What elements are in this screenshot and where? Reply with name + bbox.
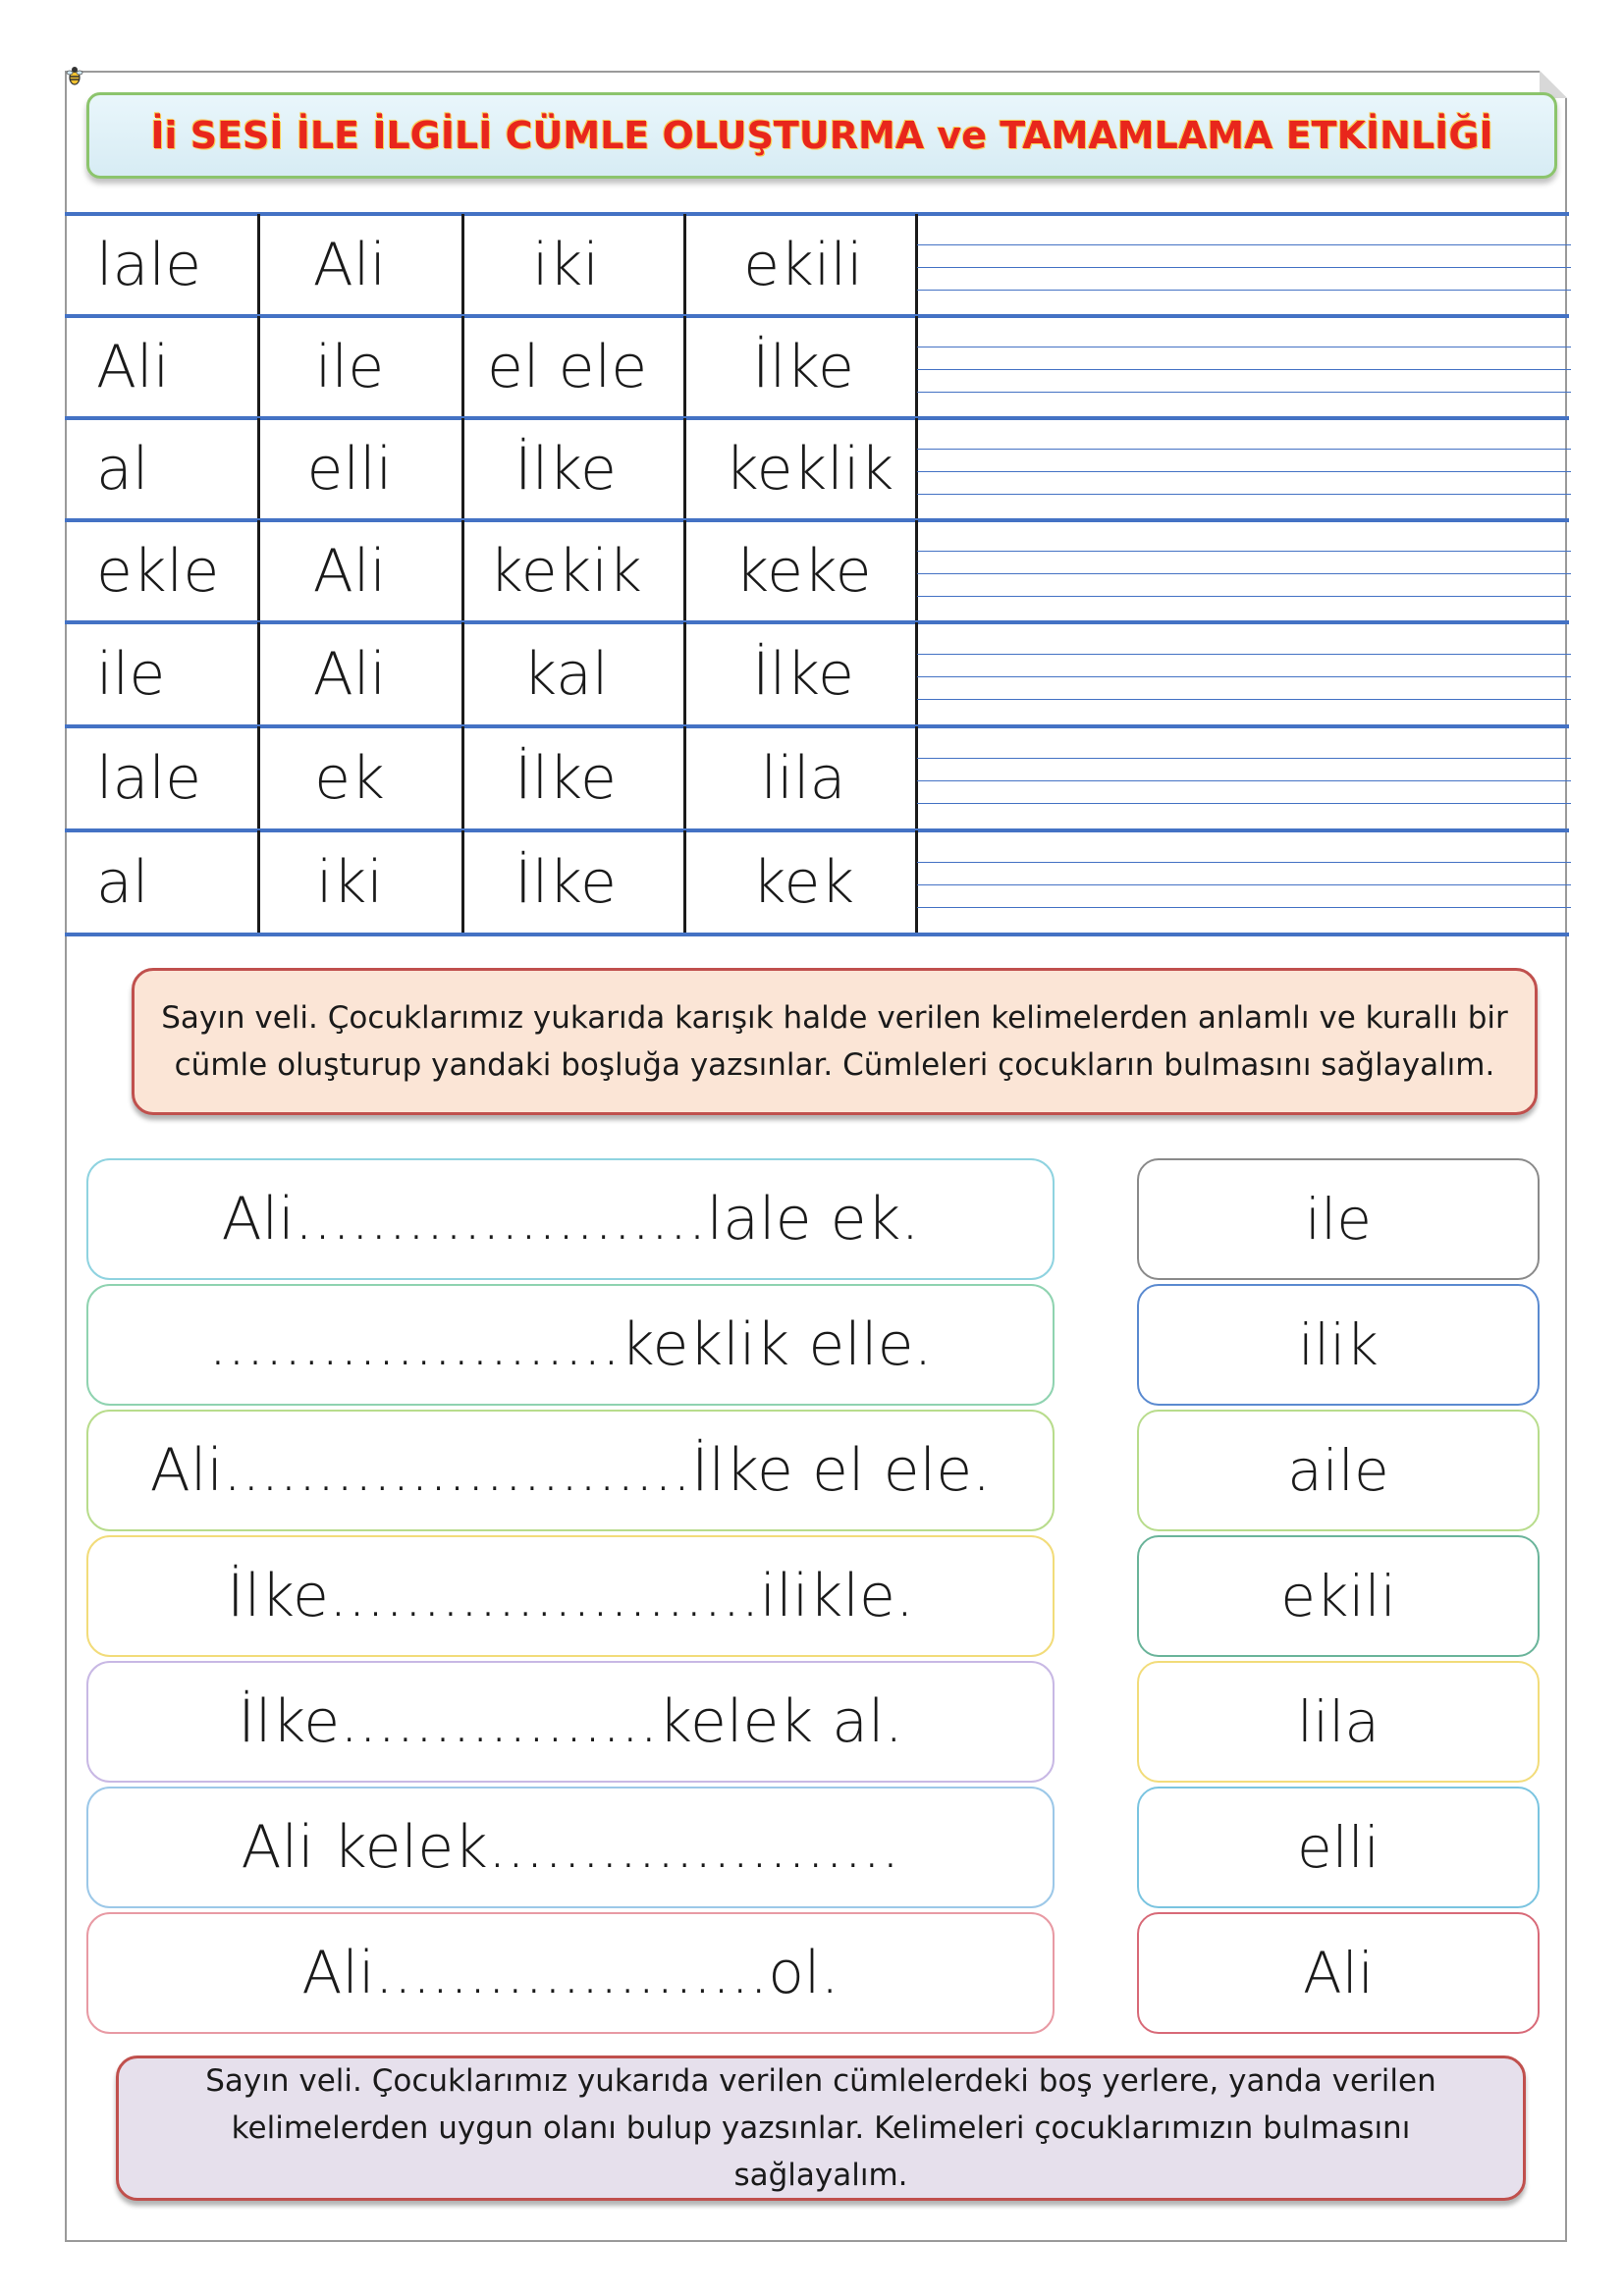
column-divider: [461, 316, 464, 418]
writing-guide-line: [917, 803, 1571, 804]
word-option-box[interactable]: [1137, 1912, 1540, 2034]
column-divider: [257, 418, 260, 520]
word-cell: Ali: [312, 537, 387, 606]
table-row: [65, 214, 1569, 316]
word-option-box[interactable]: [1137, 1410, 1540, 1531]
word-cell: kekik: [489, 537, 642, 606]
word-option-text: ile: [1305, 1186, 1372, 1253]
writing-guide-line: [917, 699, 1571, 700]
writing-guide-line: [917, 290, 1571, 291]
row-bottom-line: [65, 933, 1569, 936]
word-option-box[interactable]: [1137, 1158, 1540, 1280]
writing-guide-line: [917, 244, 1571, 245]
writing-guide-line: [917, 573, 1571, 574]
parent-note-top: Sayın veli. Çocuklarımız yukarıda karışık halde verilen kelimelerden anlamlı ve kurallı bir cümle oluşturup yandaki boşluğa yazsınlar. Cümleleri çocukların bulmasını sağlayalım.: [132, 968, 1538, 1115]
writing-guide-line: [917, 676, 1571, 677]
table-row: [65, 622, 1569, 726]
writing-guide-line: [917, 494, 1571, 495]
sentence-text: Ali kelek......................: [241, 1813, 900, 1882]
writing-guide-line: [917, 392, 1571, 393]
column-divider: [461, 520, 464, 622]
column-divider: [683, 726, 686, 830]
writing-guide-line: [917, 471, 1571, 472]
column-divider: [257, 622, 260, 726]
writing-guide-line: [917, 884, 1571, 885]
word-cell: İlke: [514, 435, 617, 504]
table-row: [65, 830, 1569, 934]
word-option-text: ilik: [1298, 1311, 1379, 1378]
word-cell: Ali: [312, 640, 387, 709]
sentence-text: Ali.........................İlke el ele.: [149, 1436, 992, 1505]
table-row: [65, 726, 1569, 830]
word-cell: Ali: [312, 231, 387, 299]
word-cell: İlke: [752, 640, 854, 709]
writing-guide-line: [917, 654, 1571, 655]
column-divider: [461, 830, 464, 934]
sentence-box[interactable]: [86, 1284, 1055, 1406]
writing-area[interactable]: [917, 622, 1571, 726]
column-divider: [257, 726, 260, 830]
table-row: [65, 316, 1569, 418]
writing-guide-line: [917, 369, 1571, 370]
word-cell: Ali: [96, 333, 170, 401]
writing-area[interactable]: [917, 830, 1571, 934]
word-option-box[interactable]: [1137, 1535, 1540, 1657]
word-cell: ile: [314, 333, 385, 401]
column-divider: [683, 418, 686, 520]
writing-guide-line: [917, 596, 1571, 597]
word-option-text: elli: [1296, 1814, 1380, 1881]
word-cell: İlke: [514, 744, 617, 813]
writing-area[interactable]: [917, 520, 1571, 622]
sentence-box[interactable]: [86, 1158, 1055, 1280]
writing-area[interactable]: [917, 726, 1571, 830]
column-divider: [461, 418, 464, 520]
sentence-box[interactable]: [86, 1787, 1055, 1908]
column-divider: [461, 726, 464, 830]
writing-guide-line: [917, 267, 1571, 268]
table-row: [65, 418, 1569, 520]
sentence-text: Ali......................lale ek.: [221, 1185, 920, 1254]
writing-area[interactable]: [917, 418, 1571, 520]
word-option-text: lila: [1297, 1688, 1380, 1755]
word-cell: ekili: [743, 231, 863, 299]
word-cell: iki: [531, 231, 600, 299]
column-divider: [257, 214, 260, 316]
word-cell: al: [96, 848, 149, 917]
word-cell: ek: [314, 744, 385, 813]
word-option-box[interactable]: [1137, 1787, 1540, 1908]
table-row: [65, 520, 1569, 622]
word-cell: lale: [96, 231, 202, 299]
parent-note-bottom: Sayın veli. Çocuklarımız yukarıda verilen cümlelerdeki boş yerlere, yanda verilen kelimelerden uygun olanı bulup yazsınlar. Kelimeleri çocuklarımızın bulmasını sağlayalım.: [116, 2056, 1526, 2201]
sentence-box[interactable]: [86, 1410, 1055, 1531]
column-divider: [461, 214, 464, 316]
sentence-text: ......................keklik elle.: [208, 1310, 933, 1379]
column-divider: [683, 622, 686, 726]
column-divider: [461, 622, 464, 726]
column-divider: [257, 316, 260, 418]
sentence-text: İlke.................kelek al.: [238, 1687, 903, 1756]
column-divider: [257, 830, 260, 934]
word-option-box[interactable]: [1137, 1284, 1540, 1406]
word-cell: İlke: [752, 333, 854, 401]
column-divider: [257, 520, 260, 622]
word-cell: ile: [96, 640, 166, 709]
word-cell: kek: [751, 848, 855, 917]
word-cell: al: [96, 435, 149, 504]
word-cell: el ele: [487, 333, 648, 401]
sentence-box[interactable]: [86, 1535, 1055, 1657]
word-cell: iki: [315, 848, 384, 917]
word-option-text: aile: [1287, 1437, 1389, 1504]
word-cell: lale: [96, 744, 202, 813]
column-divider: [683, 214, 686, 316]
column-divider: [683, 316, 686, 418]
writing-area[interactable]: [917, 214, 1571, 316]
column-divider: [683, 830, 686, 934]
writing-guide-line: [917, 449, 1571, 450]
word-option-text: ekili: [1280, 1563, 1396, 1629]
writing-guide-line: [917, 551, 1571, 552]
word-cell: ekle: [96, 537, 220, 606]
word-option-text: Ali: [1303, 1940, 1374, 2006]
page-title: İi SESİ İLE İLGİLİ CÜMLE OLUŞTURMA ve TAMAMLAMA ETKİNLİĞİ: [150, 114, 1493, 157]
word-cell: İlke: [514, 848, 617, 917]
word-cell: kal: [522, 640, 609, 709]
column-divider: [683, 520, 686, 622]
sentence-box[interactable]: [86, 1912, 1055, 2034]
word-cell: keklik: [725, 435, 894, 504]
word-cell: keke: [734, 537, 872, 606]
title-banner: [86, 92, 1557, 179]
writing-guide-line: [917, 862, 1571, 863]
word-option-box[interactable]: [1137, 1661, 1540, 1783]
writing-guide-line: [917, 907, 1571, 908]
word-cell: elli: [306, 435, 393, 504]
writing-area[interactable]: [917, 316, 1571, 418]
sentence-text: İlke.......................ilikle.: [227, 1562, 914, 1630]
bee-icon: [65, 65, 84, 86]
word-cell: lila: [760, 744, 846, 813]
writing-guide-line: [917, 780, 1571, 781]
sentence-box[interactable]: [86, 1661, 1055, 1783]
sentence-text: Ali.....................ol.: [301, 1939, 839, 2007]
writing-guide-line: [917, 758, 1571, 759]
